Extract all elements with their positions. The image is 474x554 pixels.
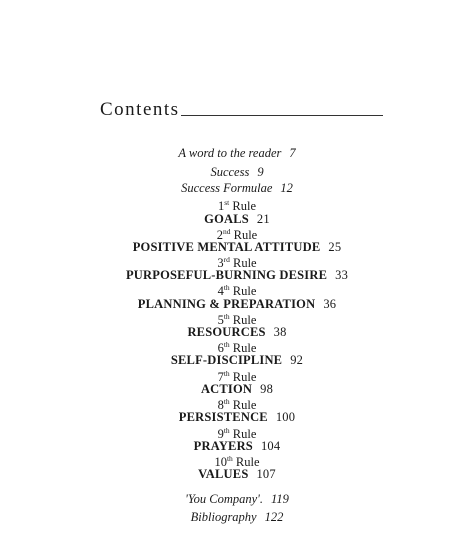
entry-page: 104 xyxy=(260,439,281,453)
entry-title: PRAYERS xyxy=(193,439,253,453)
entry-page: 92 xyxy=(290,353,304,367)
toc-entry[interactable] xyxy=(0,165,474,179)
toc-entry[interactable] xyxy=(0,439,474,453)
page-title: Contents xyxy=(100,99,180,120)
entry-page: 25 xyxy=(328,240,342,254)
toc-entry[interactable] xyxy=(0,382,474,396)
rule-number: 9th Rule xyxy=(217,426,257,441)
entry-title: POSITIVE MENTAL ATTITUDE xyxy=(132,240,321,254)
entry-title: PERSISTENCE xyxy=(178,410,268,424)
title-underline xyxy=(181,115,383,116)
toc-entry[interactable] xyxy=(0,146,474,160)
toc-entry[interactable] xyxy=(0,181,474,195)
entry-title: GOALS xyxy=(204,212,249,226)
rule-number: 6th Rule xyxy=(217,340,257,355)
entry-title: A word to the reader xyxy=(178,146,282,160)
entry-page: 119 xyxy=(271,492,289,506)
rule-number: 1st Rule xyxy=(218,198,256,213)
toc-entry[interactable] xyxy=(0,212,474,226)
toc-entry[interactable] xyxy=(0,353,474,367)
entry-page: 38 xyxy=(273,325,287,339)
entry-title: VALUES xyxy=(198,467,249,481)
entry-page: 9 xyxy=(257,165,264,179)
rule-number: 2nd Rule xyxy=(216,227,258,242)
entry-page: 12 xyxy=(280,181,293,195)
rule-number: 4th Rule xyxy=(217,283,257,298)
entry-page: 36 xyxy=(323,297,337,311)
entry-page: 98 xyxy=(260,382,274,396)
entry-title: 'You Company'. xyxy=(185,492,263,506)
toc-entry[interactable] xyxy=(0,510,474,524)
entry-title: PLANNING & PREPARATION xyxy=(137,297,316,311)
rule-number: 7th Rule xyxy=(217,369,257,384)
toc-entry[interactable] xyxy=(0,240,474,254)
entry-page: 21 xyxy=(256,212,270,226)
entry-page: 122 xyxy=(264,510,284,524)
toc-entry[interactable] xyxy=(0,492,474,506)
entry-title: PURPOSEFUL-BURNING DESIRE xyxy=(125,268,328,282)
entry-title: Bibliography xyxy=(190,510,257,524)
rule-number: 3rd Rule xyxy=(217,255,257,270)
entry-page: 107 xyxy=(256,467,276,481)
rule-number: 10th Rule xyxy=(214,454,260,469)
rule-number: 8th Rule xyxy=(217,397,257,412)
toc-entry[interactable] xyxy=(0,268,474,282)
entry-page: 100 xyxy=(275,410,296,424)
entry-page: 33 xyxy=(335,268,349,282)
toc-entry[interactable] xyxy=(0,325,474,339)
entry-title: Success Formulae xyxy=(181,181,273,195)
entry-title: RESOURCES xyxy=(187,325,266,339)
entry-title: SELF-DISCIPLINE xyxy=(170,353,283,367)
entry-title: ACTION xyxy=(200,382,253,396)
toc-entry[interactable] xyxy=(0,297,474,311)
entry-title: Success xyxy=(210,165,250,179)
toc-entry[interactable] xyxy=(0,410,474,424)
rule-number: 5th Rule xyxy=(217,312,257,327)
entry-page: 7 xyxy=(289,146,296,160)
toc-entry[interactable] xyxy=(0,467,474,481)
